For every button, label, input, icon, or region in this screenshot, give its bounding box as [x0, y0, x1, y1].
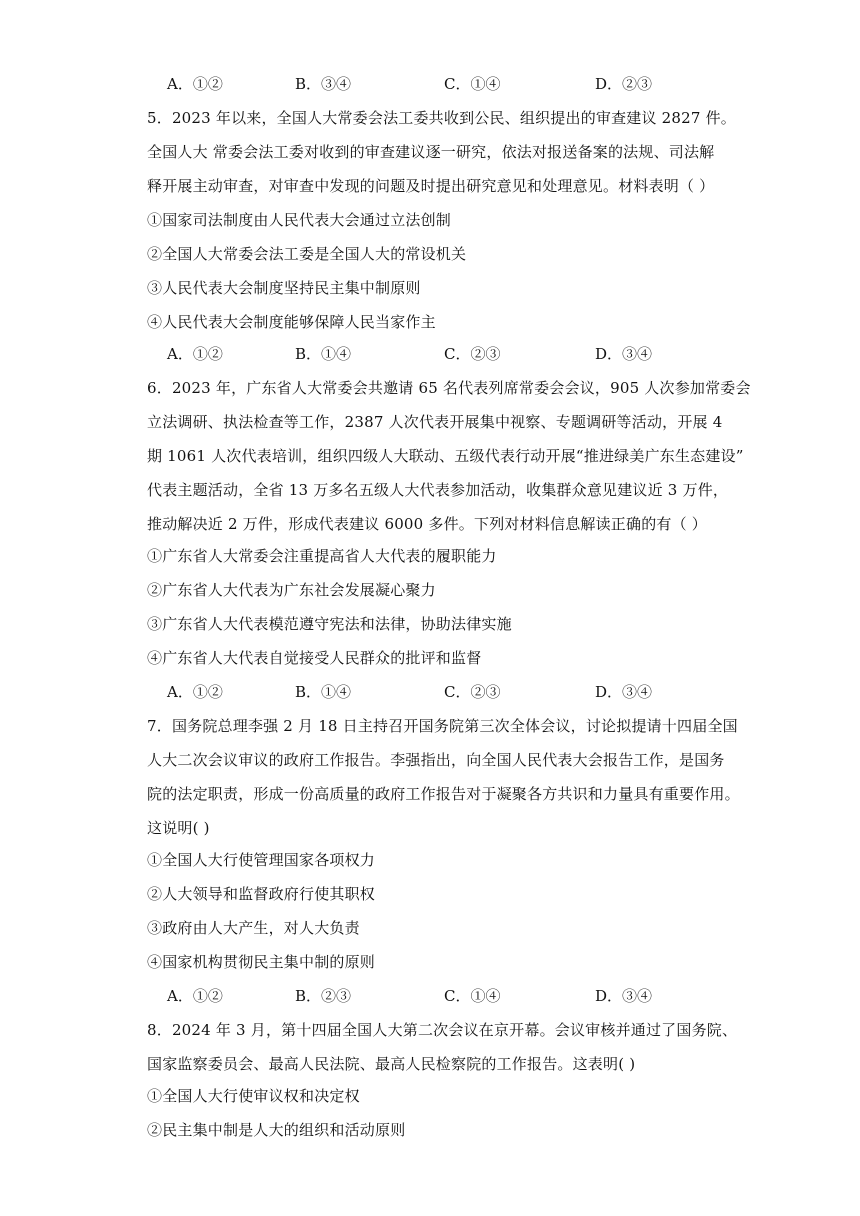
q4-option-d[interactable]: D．②③ [595, 75, 653, 93]
q5-option-c[interactable]: C．②③ [444, 345, 501, 363]
q4-option-c[interactable]: C．①④ [444, 75, 501, 93]
q5-statement-2: ②全国人大常委会法工委是全国人大的常设机关 [147, 245, 467, 263]
q5-stem-line-3: 释开展主动审查，对审查中发现的问题及时提出研究意见和处理意见。材料表明（ ） [147, 177, 715, 195]
q6-statement-3: ③广东省人大代表模范遵守宪法和法律，协助法律实施 [147, 615, 512, 633]
q6-option-a[interactable]: A．①② [167, 683, 223, 701]
q7-options [0, 986, 860, 1006]
q7-statement-3: ③政府由人大产生，对人大负责 [147, 919, 360, 937]
q4-option-a[interactable]: A．①② [167, 75, 223, 93]
q6-stem-line-4: 代表主题活动，全省 13 万多名五级人大代表参加活动，收集群众意见建议近 3 万件， [147, 481, 729, 499]
q7-statement-2: ②人大领导和监督政府行使其职权 [147, 885, 376, 903]
q8-statement-2: ②民主集中制是人大的组织和活动原则 [147, 1121, 406, 1139]
q7-option-b[interactable]: B．②③ [295, 987, 352, 1005]
q7-stem-line-3: 院的法定职责，形成一份高质量的政府工作报告对于凝聚各方共识和力量具有重要作用。 [147, 785, 740, 803]
q7-stem-line-2: 人大二次会议审议的政府工作报告。李强指出，向全国人民代表大会报告工作，是国务 [147, 751, 725, 769]
q5-option-b[interactable]: B．①④ [295, 345, 352, 363]
q6-options [0, 682, 860, 702]
q7-option-d[interactable]: D．③④ [595, 987, 653, 1005]
q5-statement-4: ④人民代表大会制度能够保障人民当家作主 [147, 313, 436, 331]
q5-stem-line-2: 全国人大 常委会法工委对收到的审查建议逐一研究，依法对报送备案的法规、司法解 [147, 143, 715, 161]
q8-stem-line-2: 国家监察委员会、最高人民法院、最高人民检察院的工作报告。这表明( ) [147, 1055, 636, 1073]
q5-options [0, 344, 860, 364]
q6-option-d[interactable]: D．③④ [595, 683, 653, 701]
q6-statement-2: ②广东省人大代表为广东社会发展凝心聚力 [147, 581, 436, 599]
q7-stem-line-4: 这说明( ) [147, 819, 210, 837]
q6-option-c[interactable]: C．②③ [444, 683, 501, 701]
q5-statement-1: ①国家司法制度由人民代表大会通过立法创制 [147, 211, 452, 229]
q7-option-a[interactable]: A．①② [167, 987, 223, 1005]
q8-stem-line-1: 8．2024 年 3 月，第十四届全国人大第二次会议在京开幕。会议审核并通过了国务院、 [147, 1021, 738, 1039]
q6-stem-line-1: 6．2023 年，广东省人大常委会共邀请 65 名代表列席常委会会议，905 人次参加常委会 [147, 379, 751, 397]
q5-stem-line-1: 5．2023 年以来，全国人大常委会法工委共收到公民、组织提出的审查建议 2827 件。 [147, 109, 736, 127]
q5-option-a[interactable]: A．①② [167, 345, 223, 363]
q5-option-d[interactable]: D．③④ [595, 345, 653, 363]
q6-statement-1: ①广东省人大常委会注重提高省人大代表的履职能力 [147, 547, 497, 565]
q7-stem-line-1: 7．国务院总理李强 2 月 18 日主持召开国务院第三次全体会议，讨论拟提请十四届全国 [147, 717, 738, 735]
q6-stem-line-3: 期 1061 人次代表培训，组织四级人大联动、五级代表行动开展“推进绿美广东生态建设” [147, 447, 744, 465]
q4-option-b[interactable]: B．③④ [295, 75, 352, 93]
q6-stem-line-5: 推动解决近 2 万件，形成代表建议 6000 多件。下列对材料信息解读正确的有（ ） [147, 515, 707, 533]
q6-statement-4: ④广东省人大代表自觉接受人民群众的批评和监督 [147, 649, 482, 667]
q7-statement-4: ④国家机构贯彻民主集中制的原则 [147, 953, 376, 971]
q4-options [0, 74, 860, 94]
q6-option-b[interactable]: B．①④ [295, 683, 352, 701]
q6-stem-line-2: 立法调研、执法检查等工作，2387 人次代表开展集中视察、专题调研等活动，开展 4 [147, 413, 723, 431]
q7-option-c[interactable]: C．①④ [444, 987, 501, 1005]
q5-statement-3: ③人民代表大会制度坚持民主集中制原则 [147, 279, 421, 297]
q7-statement-1: ①全国人大行使管理国家各项权力 [147, 851, 376, 869]
q8-statement-1: ①全国人大行使审议权和决定权 [147, 1087, 360, 1105]
